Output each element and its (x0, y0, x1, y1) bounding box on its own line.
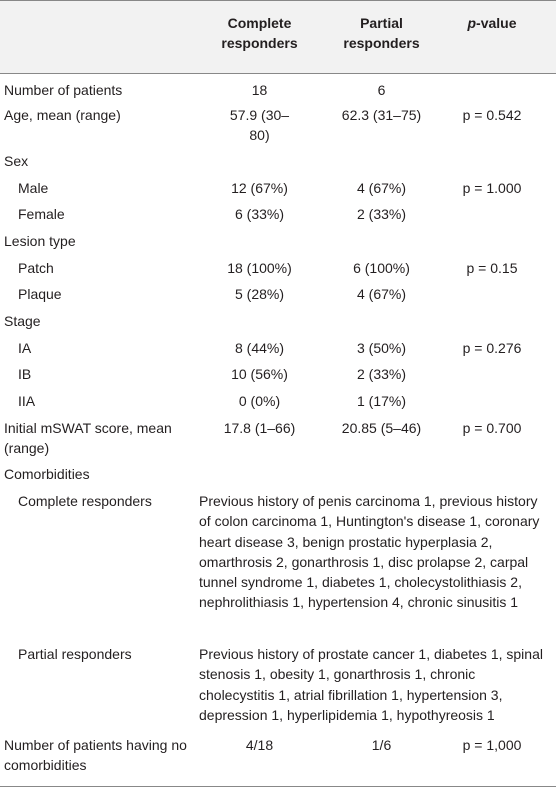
cell-p-value: p = 0.542 (462, 107, 522, 123)
row-label: Sex (4, 153, 29, 169)
row-label: IA (18, 340, 32, 356)
cell-complete: 4/18 (245, 737, 274, 753)
cell-p-value: p = 0.276 (462, 340, 522, 356)
cell-complete: 57.9 (30–80) (229, 107, 290, 144)
row-label: Plaque (18, 286, 62, 302)
header-rule (0, 73, 556, 74)
cell-complete: 18 (251, 82, 268, 98)
row-label: Number of patients (4, 82, 123, 98)
cell-partial: 1 (17%) (356, 393, 407, 409)
cell-complete: 10 (56%) (231, 366, 288, 382)
row-label: Number of patients having no comorbidities (4, 737, 187, 774)
cell-complete: 6 (33%) (234, 206, 285, 222)
bottom-rule (0, 786, 556, 787)
comorbidities-partial-text: Previous history of prostate cancer 1, diabetes 1, spinal stenosis 1, obesity 1, gonarthrosis 1, chronic cholecystitis 1, atrial fibrillation 1, hypertension 3, depression 1, hyperlipidemia 1, hypothyreosis 1 (199, 646, 543, 723)
cell-complete: 18 (100%) (227, 260, 292, 276)
cell-partial: 2 (33%) (356, 206, 407, 222)
cell-partial: 62.3 (31–75) (341, 107, 422, 123)
cell-partial: 4 (67%) (356, 286, 407, 302)
cell-partial: 6 (377, 82, 386, 98)
cell-partial: 3 (50%) (356, 340, 407, 356)
cell-p-value: p = 0.700 (462, 420, 522, 436)
cell-partial: 4 (67%) (356, 180, 407, 196)
header-partial-responders: Partial responders (343, 15, 420, 52)
row-label: Partial responders (18, 646, 132, 662)
cell-partial: 2 (33%) (356, 366, 407, 382)
cell-partial: 6 (100%) (353, 260, 410, 276)
row-label: Age, mean (range) (4, 107, 121, 123)
cell-complete: 0 (0%) (238, 393, 281, 409)
cell-complete: 17.8 (1–66) (223, 420, 296, 436)
row-label: Stage (4, 313, 41, 329)
row-label: Female (18, 206, 65, 222)
header-complete-responders: Complete responders (221, 15, 298, 52)
row-label: IB (18, 366, 32, 382)
row-label: IIA (18, 393, 36, 409)
cell-p-value: p = 1.000 (462, 180, 522, 196)
cell-complete: 12 (67%) (231, 180, 288, 196)
cell-partial: 1/6 (371, 737, 392, 753)
cell-complete: 8 (44%) (234, 340, 285, 356)
table-header (0, 0, 556, 73)
cell-p-value: p = 1,000 (462, 737, 522, 753)
top-rule (0, 0, 556, 1)
cell-p-value: p = 0.15 (466, 260, 518, 276)
cell-complete: 5 (28%) (234, 286, 285, 302)
row-label: Comorbidities (4, 466, 90, 482)
row-label: Initial mSWAT score, mean (range) (4, 420, 172, 457)
header-p-rest: -value (476, 15, 517, 31)
header-p-italic: p (467, 15, 477, 31)
row-label: Patch (18, 260, 54, 276)
cell-partial: 20.85 (5–46) (341, 420, 422, 436)
comorbidities-complete-text: Previous history of penis carcinoma 1, previous history of colon carcinoma 1, Huntington's disease 1, coronary heart disease 3, benign prostatic hyperplasia 2, omarthrosis 2, gonarthrosis 1, disc prolapse 2, carpal tunnel syndrome 1, diabetes 1, cholecystolithiasis 2, nephrolithiasis 1, hypertension 4, chronic sinusitis 1 (199, 493, 540, 611)
row-label: Male (18, 180, 49, 196)
header-p-value (437, 13, 547, 33)
row-label: Lesion type (4, 233, 76, 249)
row-label: Complete responders (18, 493, 152, 509)
